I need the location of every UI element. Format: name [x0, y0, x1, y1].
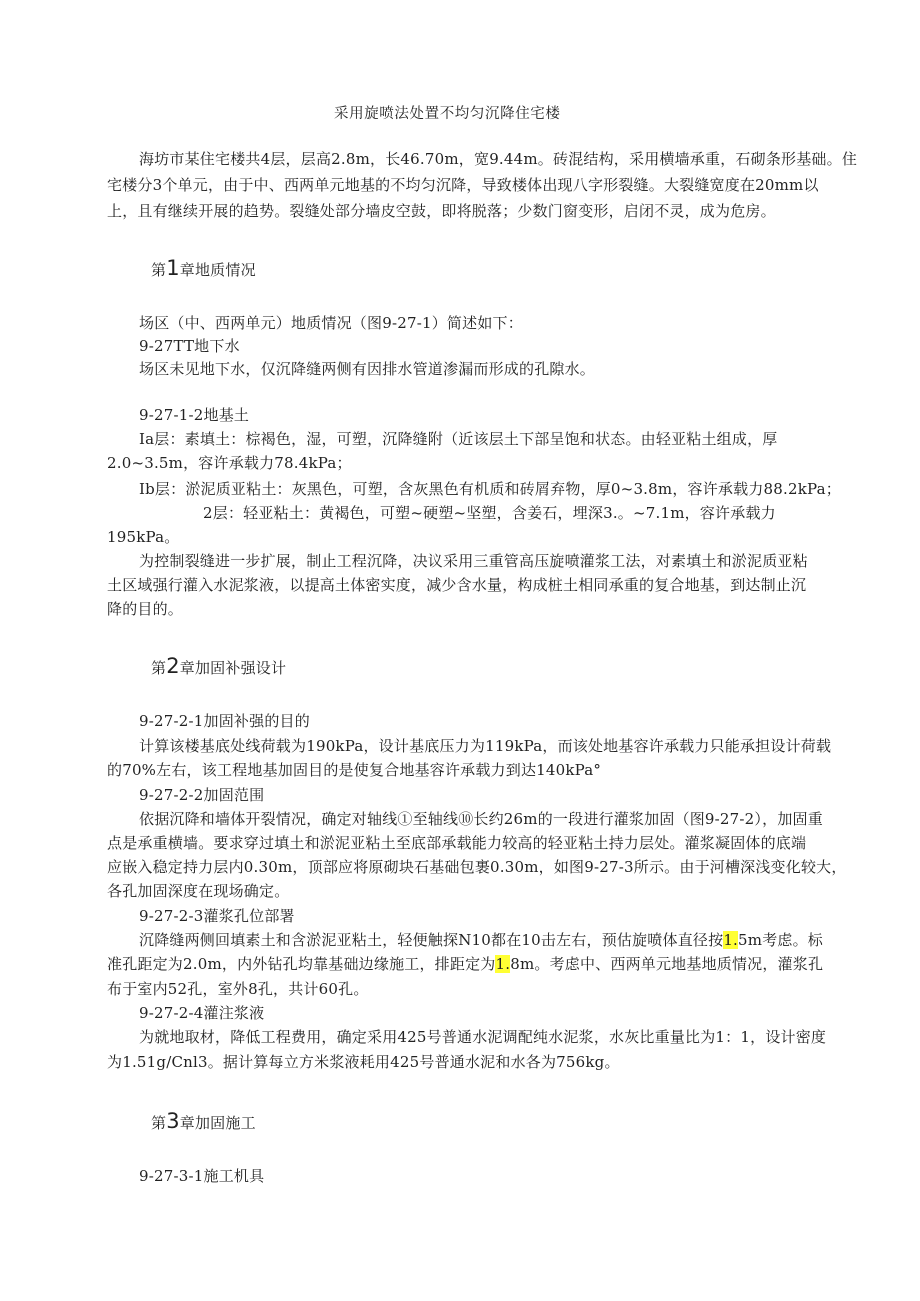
ch2-hl1-text-b: 5m考虑。标 — [738, 931, 823, 949]
ch1-line-2: 9-27TT地下水 — [139, 337, 240, 355]
ch2-line-13: 为1.51g/Cnl3。据计算每立方米浆液耗用425号普通水泥和水各为756kg。 — [107, 1053, 620, 1071]
ch2-line-8: 各孔加固深度在现场确定。 — [107, 882, 290, 900]
ch3-line-1: 9-27-3-1施工机具 — [139, 1167, 265, 1185]
ch2-line-2: 计算该楼基底处线荷载为190kPa，设计基底压力为119kPa，而该处地基容许承载力只能承担设计荷载 — [139, 737, 832, 755]
ch2-highlight-line-2 — [107, 953, 823, 975]
chapter-3-prefix: 第 — [151, 1114, 167, 1132]
chapter-2-title: 章加固补强设计 — [179, 659, 287, 677]
ch1-line-11: 土区域强行灌入水泥浆液，以提高土体密实度，减少含水量，构成桩土相同承重的复合地基，到达制止沉 — [107, 576, 807, 594]
chapter-3-number: 3 — [166, 1109, 180, 1133]
ch1-line-4: 9-27-1-2地基土 — [139, 406, 250, 424]
chapter-3-title: 章加固施工 — [179, 1114, 256, 1132]
ch1-line-8: 2层：轻亚粘土：黄褐色，可塑~硬塑~坚塑，含姜石，埋深3.。~7.1m，容许承载力 — [203, 504, 776, 522]
ch1-line-12: 降的目的。 — [107, 600, 184, 618]
ch2-hl2-text-a: 准孔距定为2.0m，内外钻孔均靠基础边缘施工，排距定为 — [107, 955, 496, 973]
ch2-line-12: 为就地取材，降低工程费用，确定采用425号普通水泥调配纯水泥浆，水灰比重量比为1：1，设计密度 — [139, 1028, 827, 1046]
chapter-1-number: 1 — [166, 256, 180, 280]
ch1-line-5: Ia层：素填土：棕褐色，湿，可塑，沉降缝附（近该层土下部呈饱和状态。由轻亚粘土组成，厚 — [139, 430, 778, 448]
ch2-line-5: 依据沉降和墙体开裂情况，确定对轴线①至轴线⑩长约26m的一段进行灌浆加固（图9-27-2），加固重 — [139, 810, 823, 828]
ch2-line-6: 点是承重横墙。要求穿过填土和淤泥亚粘土至底部承载能力较高的轻亚粘土持力层处。灌浆凝固体的底端 — [107, 834, 807, 852]
ch1-line-7: Ib层：淤泥质亚粘土：灰黑色，可塑，含灰黑色有机质和砖屑弃物，厚0~3.8m，容许承载力88.2kPa； — [139, 480, 841, 498]
ch2-line-4: 9-27-2-2加固范围 — [139, 786, 265, 804]
chapter-2-heading — [151, 655, 286, 679]
intro-line-2: 宅楼分3个单元，由于中、西两单元地基的不均匀沉降，导致楼体出现八字形裂缝。大裂缝宽度在20mm以 — [107, 176, 819, 194]
ch2-highlight-line-1 — [139, 929, 823, 951]
ch2-line-11: 9-27-2-4灌注浆液 — [139, 1004, 265, 1022]
chapter-2-prefix: 第 — [151, 659, 167, 677]
ch2-line-10: 布于室内52孔，室外8孔，共计60孔。 — [107, 980, 369, 998]
intro-line-3: 上，且有继续开展的趋势。裂缝处部分墙皮空鼓，即将脱落；少数门窗变形，启闭不灵，成为危房。 — [107, 202, 776, 220]
chapter-1-title: 章地质情况 — [179, 261, 256, 279]
chapter-1-heading — [151, 257, 256, 281]
chapter-1-prefix: 第 — [151, 261, 167, 279]
document-title: 采用旋喷法处置不均匀沉降住宅楼 — [334, 106, 561, 122]
ch1-line-9: 195kPa。 — [107, 528, 180, 546]
ch1-line-3: 场区未见地下水，仅沉降缝两侧有因排水管道渗漏而形成的孔隙水。 — [139, 360, 596, 378]
chapter-2-number: 2 — [166, 654, 180, 678]
ch1-line-10: 为控制裂缝进一步扩展，制止工程沉降，决议采用三重管高压旋喷灌浆工法，对素填土和淤泥质亚粘 — [139, 552, 808, 570]
ch2-hl2-text-b: 8m。考虑中、西两单元地基地质情况，灌浆孔 — [510, 955, 824, 973]
ch2-line-9: 9-27-2-3灌浆孔位部署 — [139, 907, 295, 925]
ch1-line-1: 场区（中、西两单元）地质情况（图9-27-1）简述如下： — [139, 314, 523, 332]
ch2-hl1-text-a: 沉降缝两侧回填素土和含淤泥亚粘土，轻便触探N10都在10击左右，预估旋喷体直径按 — [139, 931, 724, 949]
ch2-line-1: 9-27-2-1加固补强的目的 — [139, 712, 310, 730]
ch1-line-6: 2.0~3.5m，容许承载力78.4kPa； — [107, 454, 352, 472]
ch2-line-7: 应嵌入稳定持力层内0.30m，顶部应将原砌块石基础包裹0.30m，如图9-27-3所示。由于河槽深浅变化较大， — [107, 858, 847, 876]
chapter-3-heading — [151, 1110, 256, 1134]
intro-line-1: 海坊市某住宅楼共4层，层高2.8m，长46.70m，宽9.44m。砖混结构，采用横墙承重，石砌条形基础。住 — [139, 150, 858, 168]
highlighted-value: 1. — [723, 931, 739, 949]
highlighted-value: 1. — [495, 955, 511, 973]
ch2-line-3: 的70%左右，该工程地基加固目的是使复合地基容许承载力到达140kPa° — [107, 761, 602, 779]
